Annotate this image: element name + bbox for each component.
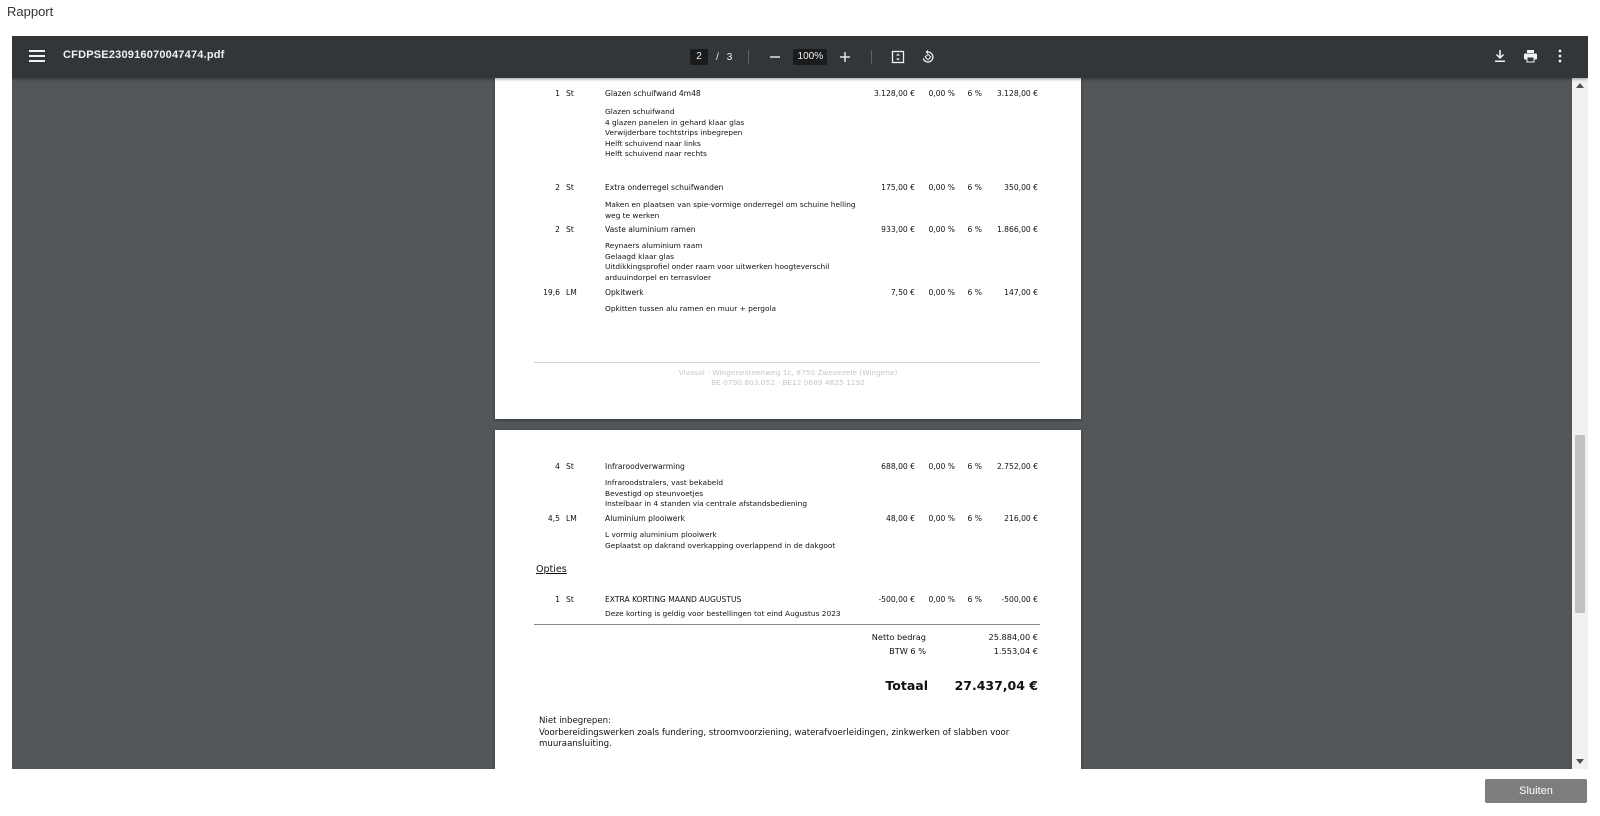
line-description: Extra onderregel schuifwanden — [605, 183, 724, 192]
scrollbar-thumb[interactable] — [1575, 435, 1585, 613]
line-qty: 2 — [555, 183, 560, 192]
toolbar-divider — [748, 50, 749, 64]
netto-row — [495, 632, 1081, 644]
line-discount: 0,00 % — [928, 89, 955, 98]
line-unit: St — [566, 595, 574, 604]
line-item — [495, 288, 1081, 300]
line-qty: 1 — [555, 89, 560, 98]
line-price: 933,00 € — [881, 225, 915, 234]
line-price: 7,50 € — [890, 288, 915, 297]
line-unit: LM — [566, 288, 577, 297]
btw-label: BTW 6 % — [889, 646, 926, 656]
line-description: Glazen schuifwand 4m48 — [605, 89, 701, 98]
totals-divider — [534, 624, 1040, 625]
close-button[interactable]: Sluiten — [1485, 779, 1587, 803]
scroll-down-icon[interactable] — [1576, 759, 1584, 764]
line-detail: Infraroodstralers, vast bekabeld Bevestigd op steunvoetjes Instelbaar in 4 standen via centrale afstandsbediening — [605, 478, 808, 509]
page-zoom-controls — [690, 45, 938, 69]
netto-label: Netto bedrag — [871, 632, 926, 642]
zoom-level-input[interactable]: 100% — [793, 49, 827, 65]
pdf-pages[interactable] — [12, 78, 1572, 769]
line-item — [495, 514, 1081, 526]
pdf-page — [495, 78, 1081, 419]
toolbar-actions — [1490, 46, 1570, 66]
totaal-label: Totaal — [885, 678, 928, 693]
line-qty: 1 — [555, 595, 560, 604]
footer-divider — [534, 362, 1040, 363]
totaal-value: 27.437,04 € — [954, 678, 1038, 693]
pdf-toolbar — [12, 36, 1588, 78]
line-price: 3.128,00 € — [873, 89, 915, 98]
line-vat: 6 % — [967, 183, 982, 192]
line-description: Vaste aluminium ramen — [605, 225, 696, 234]
pdf-filename: CFDPSE230916070047474.pdf — [63, 49, 225, 61]
rotate-icon[interactable] — [918, 47, 938, 67]
line-price: 175,00 € — [881, 183, 915, 192]
line-vat: 6 % — [967, 225, 982, 234]
line-detail: Maken en plaatsen van spie-vormige onderregel om schuine helling weg te werken — [605, 200, 856, 220]
zoom-in-icon[interactable] — [835, 47, 855, 67]
line-description: Opkitwerk — [605, 288, 644, 297]
line-total: 3.128,00 € — [996, 89, 1038, 98]
line-vat: 6 % — [967, 514, 982, 523]
line-discount: 0,00 % — [928, 514, 955, 523]
totaal-row — [495, 678, 1081, 694]
line-total: 350,00 € — [1004, 183, 1038, 192]
line-item — [495, 183, 1081, 195]
footer-vat-iban: BE 0790.803.052 - BE12 0689 4625 1292 — [711, 378, 865, 387]
page-number-input[interactable]: 2 — [690, 49, 708, 65]
zoom-out-icon[interactable] — [765, 47, 785, 67]
btw-value: 1.553,04 € — [993, 646, 1038, 656]
line-detail: Reynaers aluminium raam Gelaagd klaar glas Uitdikkingsprofiel onder raam voor uitwerken hoogteverschil arduuindorpel en terrasvloer — [605, 241, 830, 282]
dialog-title: Rapport — [7, 4, 54, 19]
footer-address: Vivasol - Wingenesteenweg 1c, 8750 Zwevezele (Wingene) — [678, 368, 898, 377]
line-discount: 0,00 % — [928, 225, 955, 234]
exclusions-note: Niet inbegrepen: Voorbereidingswerken zoals fundering, stroomvoorziening, waterafvoerleidingen, zinkwerken of slabben voor muuraansluiting. — [539, 716, 1010, 750]
line-item — [495, 89, 1081, 101]
scroll-up-icon[interactable] — [1576, 83, 1584, 88]
line-qty: 2 — [555, 225, 560, 234]
fit-page-icon[interactable] — [888, 47, 908, 67]
line-price: 48,00 € — [886, 514, 915, 523]
line-total: 216,00 € — [1004, 514, 1038, 523]
line-total: -500,00 € — [1001, 595, 1038, 604]
print-icon[interactable] — [1520, 46, 1540, 66]
line-discount: 0,00 % — [928, 462, 955, 471]
line-vat: 6 % — [967, 462, 982, 471]
line-unit: St — [566, 462, 574, 471]
line-price: -500,00 € — [878, 595, 915, 604]
line-unit: St — [566, 89, 574, 98]
options-heading: Opties — [536, 564, 567, 575]
line-total: 1.866,00 € — [996, 225, 1038, 234]
btw-row — [495, 646, 1081, 658]
line-description: Infraroodverwarming — [605, 462, 685, 471]
line-total: 147,00 € — [1004, 288, 1038, 297]
line-discount: 0,00 % — [928, 595, 955, 604]
line-detail: Glazen schuifwand 4 glazen panelen in gehard klaar glas Verwijderbare tochtstrips inbegrepen Helft schuivend naar links Helft schuivend naar rechts — [605, 107, 745, 159]
line-qty: 4 — [555, 462, 560, 471]
line-discount: 0,00 % — [928, 183, 955, 192]
line-description: Aluminium plooiwerk — [605, 514, 685, 523]
line-vat: 6 % — [967, 595, 982, 604]
netto-value: 25.884,00 € — [988, 632, 1038, 642]
line-qty: 4,5 — [547, 514, 560, 523]
more-vert-icon[interactable] — [1550, 46, 1570, 66]
page-separator: / — [716, 51, 719, 63]
line-item — [495, 462, 1081, 474]
pdf-page — [495, 430, 1081, 769]
line-price: 688,00 € — [881, 462, 915, 471]
line-unit: St — [566, 183, 574, 192]
pdf-viewer — [12, 36, 1588, 769]
line-vat: 6 % — [967, 89, 982, 98]
download-icon[interactable] — [1490, 46, 1510, 66]
line-qty: 19,6 — [543, 288, 560, 297]
line-detail: Deze korting is geldig voor bestellingen tot eind Augustus 2023 — [605, 609, 841, 618]
toolbar-divider — [871, 50, 872, 64]
line-vat: 6 % — [967, 288, 982, 297]
line-unit: LM — [566, 514, 577, 523]
page-total: 3 — [726, 51, 733, 63]
line-unit: St — [566, 225, 574, 234]
line-item — [495, 595, 1081, 607]
line-description: EXTRA KORTING MAAND AUGUSTUS — [605, 595, 742, 604]
line-detail: Opkitten tussen alu ramen en muur + pergola — [605, 304, 777, 313]
line-total: 2.752,00 € — [996, 462, 1038, 471]
line-detail: L vormig aluminium plooiwerk Geplaatst op dakrand overkapping overlappend in de dakgoot — [605, 530, 836, 550]
menu-icon[interactable] — [29, 48, 45, 66]
line-discount: 0,00 % — [928, 288, 955, 297]
vertical-scrollbar[interactable] — [1572, 78, 1588, 769]
line-item — [495, 225, 1081, 237]
